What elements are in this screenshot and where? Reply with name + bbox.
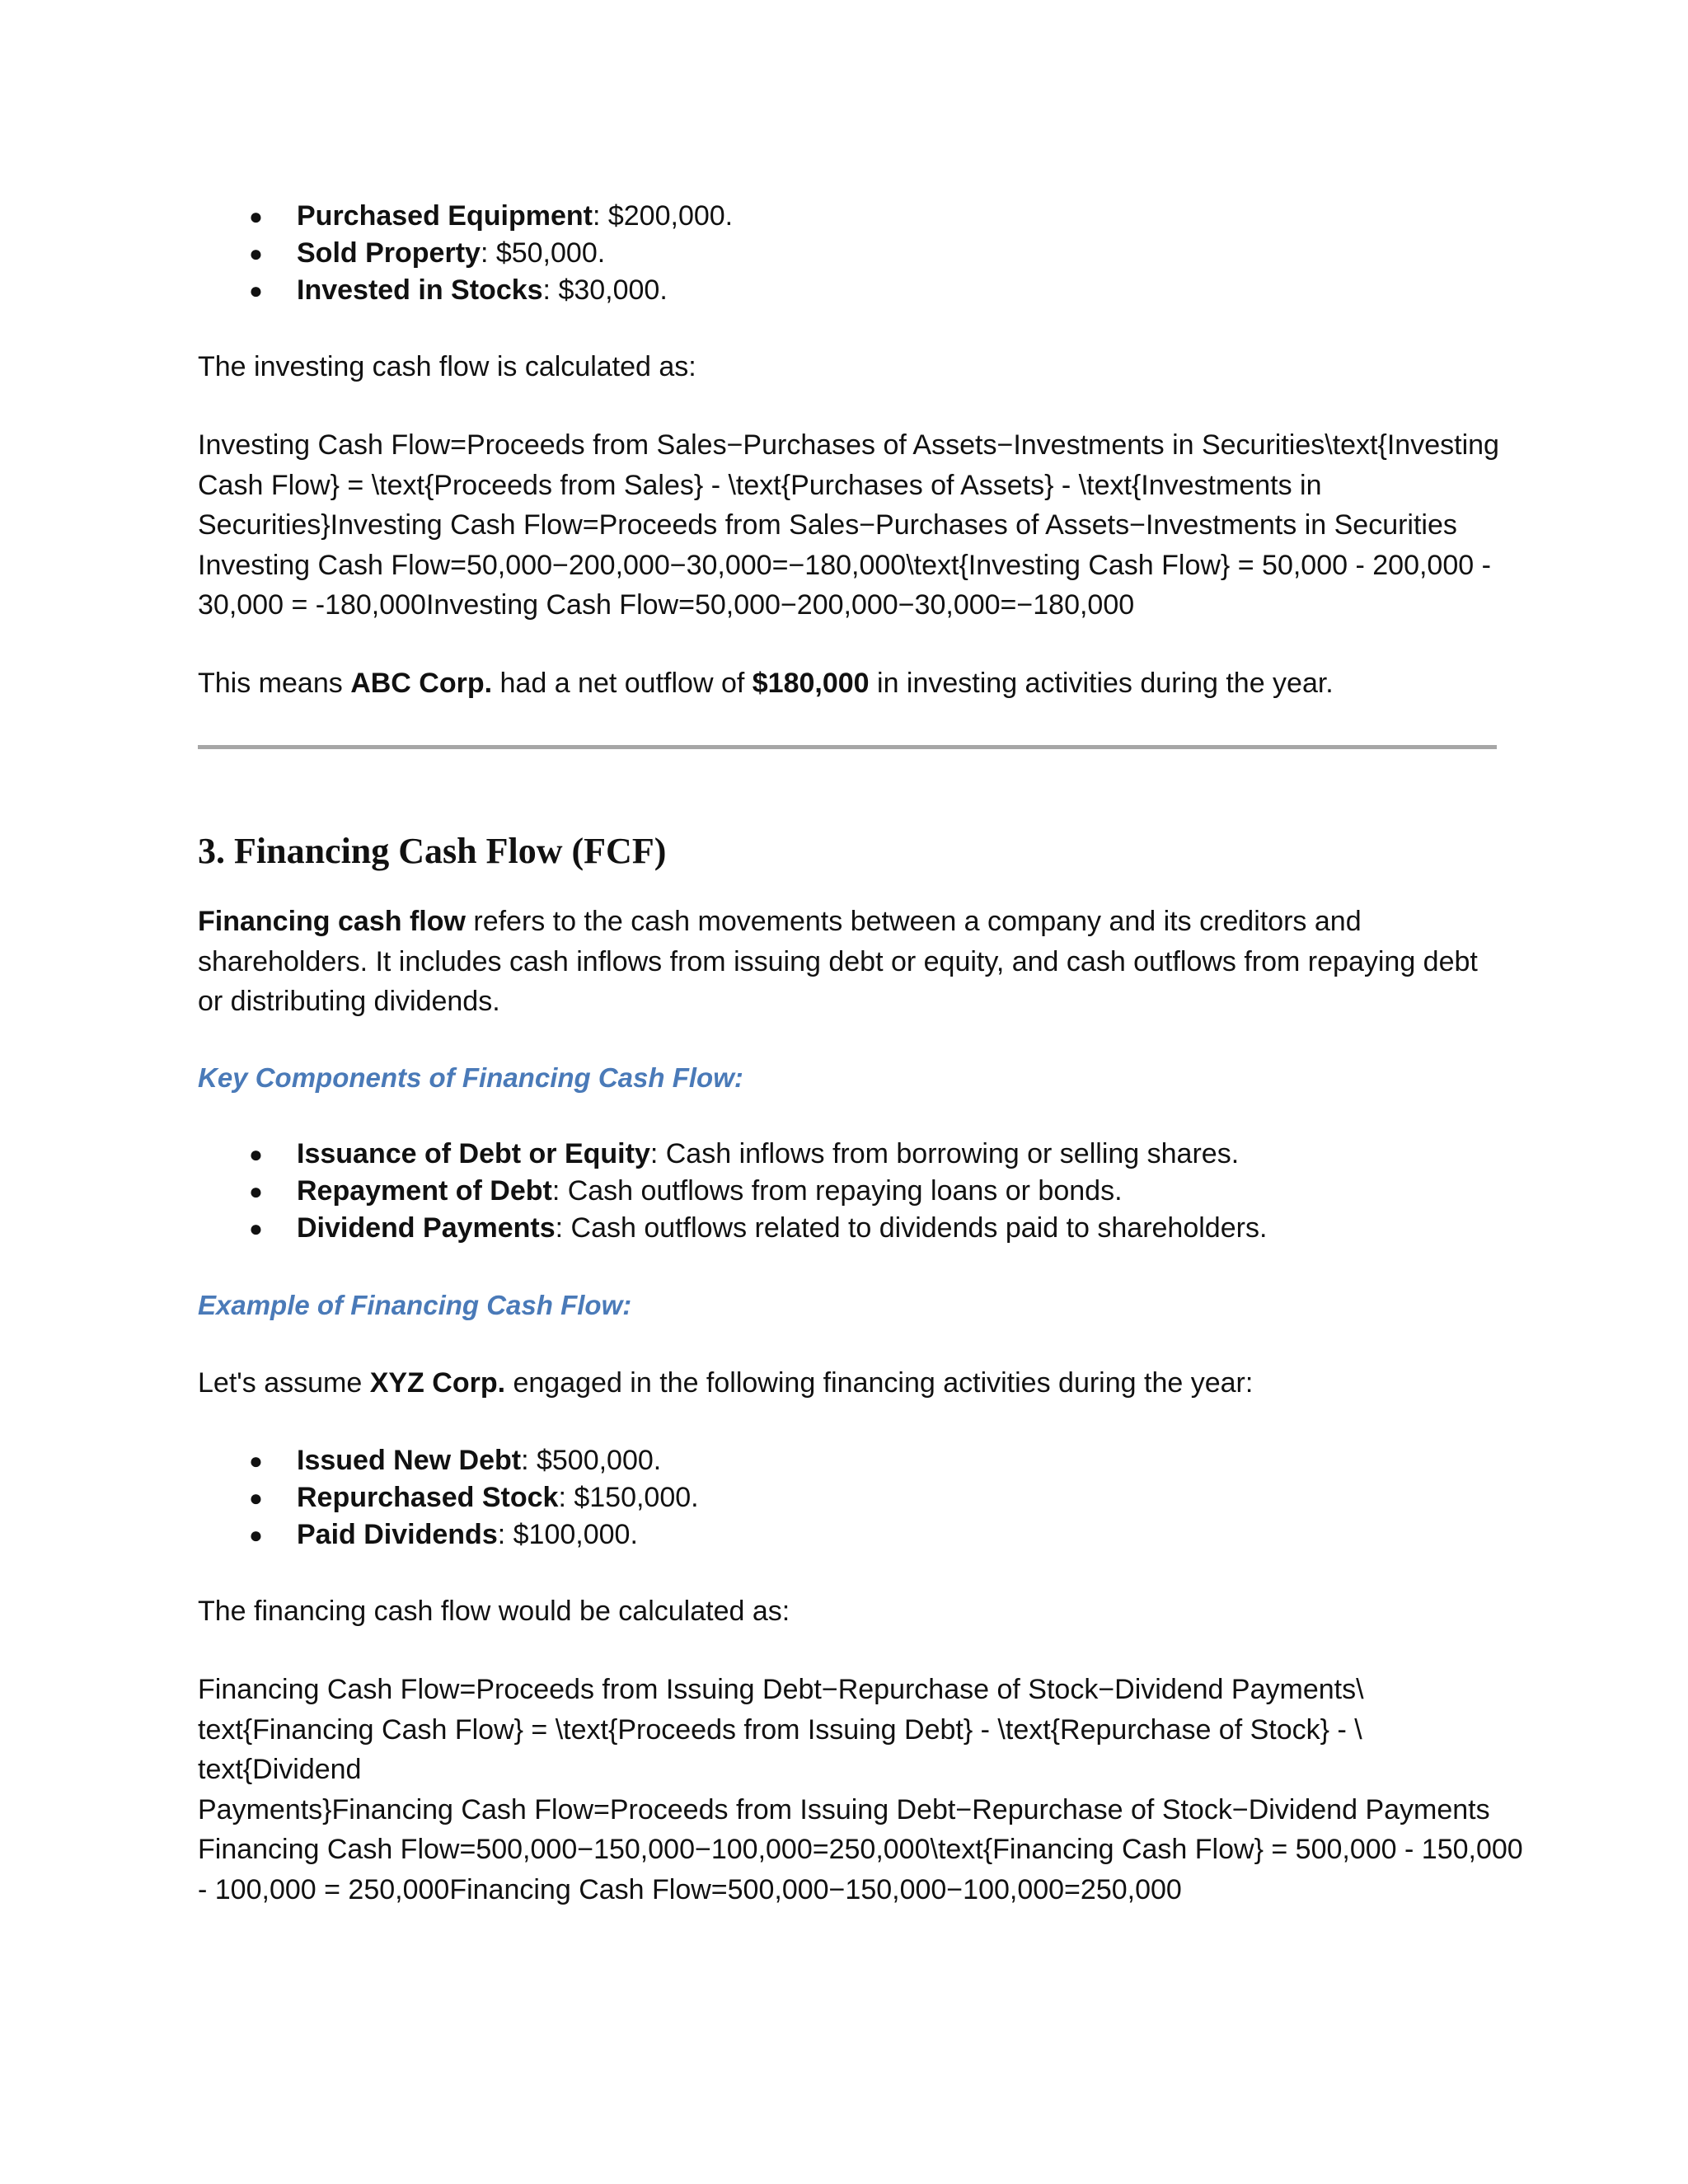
bullet-icon: ●	[249, 204, 263, 229]
formula-line: Payments}Financing Cash Flow=Proceeds from Issuing Debt−Repurchase of Stock−Dividend Payments	[198, 1793, 1490, 1825]
bullet-icon: ●	[249, 1141, 263, 1167]
item-label: Issuance of Debt or Equity	[297, 1138, 650, 1169]
item-value: : $50,000.	[480, 237, 606, 269]
item-value: : $30,000.	[542, 274, 668, 306]
list-item	[198, 198, 1500, 235]
item-value: : $200,000.	[592, 200, 734, 232]
item-label: Issued New Debt	[297, 1445, 522, 1476]
financing-definition	[198, 902, 1500, 1022]
financing-formula	[198, 1670, 1523, 1910]
conclusion-text: had a net outflow of	[492, 668, 753, 699]
list-item	[198, 1136, 1500, 1173]
section-divider	[198, 745, 1497, 749]
investing-items-list	[198, 198, 1500, 309]
item-value: : Cash inflows from borrowing or selling shares.	[649, 1138, 1240, 1169]
formula-line: Securities}Investing Cash Flow=Proceeds from Sales−Purchases of Assets−Investments in Securities	[198, 509, 1457, 541]
item-label: Sold Property	[297, 237, 481, 269]
formula-line: Investing Cash Flow=Proceeds from Sales−Purchases of Assets−Investments in Securities\text{Investing	[198, 429, 1499, 461]
item-value: : Cash outflows from repaying loans or bonds.	[551, 1175, 1123, 1207]
formula-line: text{Dividend	[198, 1754, 362, 1785]
financing-definition-paragraph	[198, 902, 1500, 1022]
item-value: : $150,000.	[558, 1482, 699, 1513]
financing-intro-paragraph	[198, 1591, 1500, 1632]
bullet-icon: ●	[249, 278, 263, 303]
list-item	[198, 1479, 1500, 1516]
item-label: Repurchased Stock	[297, 1482, 559, 1513]
financing-items-list	[198, 1442, 1500, 1554]
investing-conclusion	[198, 663, 1500, 704]
investing-formula	[198, 425, 1500, 626]
item-label: Paid Dividends	[297, 1519, 498, 1550]
formula-line: Financing Cash Flow=Proceeds from Issuing Debt−Repurchase of Stock−Dividend Payments\	[198, 1674, 1364, 1705]
formula-line: Cash Flow} = \text{Proceeds from Sales} - \text{Purchases of Assets} - \text{Investments in	[198, 469, 1322, 501]
components-list	[198, 1136, 1500, 1247]
item-label: Invested in Stocks	[297, 274, 543, 306]
company-name: XYZ Corp.	[369, 1367, 506, 1399]
investing-conclusion-paragraph	[198, 663, 1500, 704]
bullet-icon: ●	[249, 1522, 263, 1548]
bullet-icon: ●	[249, 1179, 263, 1204]
financing-intro: The financing cash flow would be calculated as:	[198, 1596, 790, 1627]
definition-term: Financing cash flow	[198, 906, 466, 937]
example-intro	[198, 1363, 1500, 1404]
item-value: : Cash outflows related to dividends paid to shareholders.	[555, 1212, 1268, 1244]
bullet-icon: ●	[249, 1448, 263, 1474]
item-value: : $500,000.	[521, 1445, 662, 1476]
definition-text: or distributing dividends.	[198, 986, 500, 1017]
list-item	[198, 235, 1500, 272]
conclusion-text: in investing activities during the year.	[869, 668, 1334, 699]
item-label: Repayment of Debt	[297, 1175, 552, 1207]
investing-intro: The investing cash flow is calculated as:	[198, 351, 696, 382]
list-item	[198, 1173, 1500, 1210]
formula-line: text{Financing Cash Flow} = \text{Proceeds from Issuing Debt} - \text{Repurchase of Stock} - \	[198, 1713, 1362, 1746]
definition-text: refers to the cash movements between a company and its creditors and	[465, 906, 1362, 937]
formula-line: Financing Cash Flow=500,000−150,000−100,000=250,000\text{Financing Cash Flow} = 500,000 - 150,000	[198, 1834, 1523, 1865]
item-label: Dividend Payments	[297, 1212, 556, 1244]
conclusion-text: This means	[198, 668, 351, 699]
bullet-icon: ●	[249, 1485, 263, 1511]
investing-intro-paragraph	[198, 347, 1500, 387]
intro-text: Let's assume	[198, 1367, 370, 1399]
intro-text: engaged in the following financing activities during the year:	[505, 1367, 1254, 1399]
example-intro-paragraph	[198, 1363, 1500, 1404]
formula-line: - 100,000 = 250,000Financing Cash Flow=500,000−150,000−100,000=250,000	[198, 1873, 1182, 1905]
list-item	[198, 1516, 1500, 1554]
list-item	[198, 272, 1500, 309]
definition-text: shareholders. It includes cash inflows from issuing debt or equity, and cash outflows from repaying debt	[198, 945, 1478, 977]
example-heading: Example of Financing Cash Flow:	[198, 1290, 632, 1320]
item-label: Purchased Equipment	[297, 200, 593, 232]
list-item	[198, 1210, 1500, 1247]
item-value: : $100,000.	[497, 1519, 638, 1550]
outflow-amount: $180,000	[752, 668, 870, 699]
formula-line: 30,000 = -180,000Investing Cash Flow=50,000−200,000−30,000=−180,000	[198, 589, 1135, 621]
bullet-icon: ●	[249, 241, 263, 266]
components-heading: Key Components of Financing Cash Flow:	[198, 1062, 743, 1093]
company-name: ABC Corp.	[350, 668, 493, 699]
bullet-icon: ●	[249, 1216, 263, 1241]
formula-line: Investing Cash Flow=50,000−200,000−30,000=−180,000\text{Investing Cash Flow} = 50,000 - 200,000 -	[198, 549, 1491, 581]
section-heading: 3. Financing Cash Flow (FCF)	[198, 831, 667, 871]
list-item	[198, 1442, 1500, 1479]
